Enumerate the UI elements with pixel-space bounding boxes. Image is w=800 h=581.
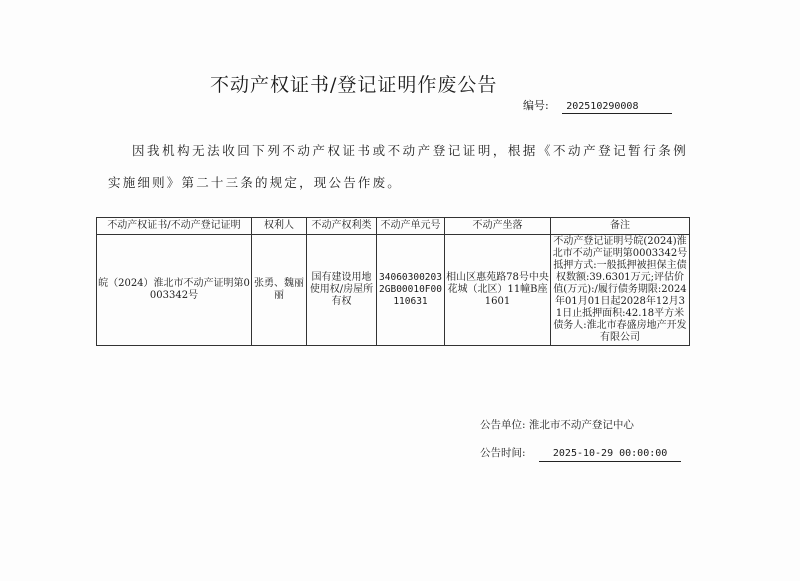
time-label: 公告时间:	[480, 447, 526, 459]
cell-right-type: 国有建设用地使用权/房屋所有权	[307, 235, 377, 346]
time-value: 2025-10-29 00:00:00	[539, 448, 681, 462]
cell-certificate: 皖（2024）淮北市不动产证明第0003342号	[97, 235, 252, 346]
serial-value: 202510290008	[562, 101, 672, 114]
header-remark: 备注	[551, 218, 690, 235]
header-unit-number: 不动产单元号	[377, 218, 445, 235]
announcing-unit	[480, 417, 634, 432]
cell-remark: 不动产登记证明号皖(2024)淮北市不动产证明第0003342号抵押方式:一般抵押被担保主债权数额:39.6301万元;评估价值(万元):/履行债务期限:2024年01月01日起2028年12月31日止抵押面积:42.18平方米债务人:淮北市春盛房地产开发有限公司	[551, 235, 690, 346]
serial-number	[523, 97, 672, 114]
table-header-row	[97, 218, 690, 235]
header-certificate: 不动产权证书/不动产登记证明	[97, 218, 252, 235]
void-certificate-table	[96, 217, 690, 346]
header-location: 不动产坐落	[445, 218, 551, 235]
intro-paragraph: 因我机构无法收回下列不动产权证书或不动产登记证明，根据《不动产登记暂行条例实施细则》第二十三条的规定，现公告作废。	[108, 143, 688, 190]
unit-label: 公告单位:	[480, 419, 526, 431]
page-title: 不动产权证书/登记证明作废公告	[210, 74, 498, 96]
header-right-type: 不动产权利类	[307, 218, 377, 235]
cell-location: 相山区惠苑路78号中央花城（北区）11幢B座1601	[445, 235, 551, 346]
serial-label: 编号:	[523, 99, 549, 112]
table-row	[97, 235, 690, 346]
unit-value: 淮北市不动产登记中心	[528, 419, 634, 431]
cell-unit-number: 340603002032GB00010F00110631	[377, 235, 445, 346]
announcement-time	[480, 445, 681, 462]
cell-holder: 张勇、魏丽丽	[252, 235, 307, 346]
header-holder: 权利人	[252, 218, 307, 235]
